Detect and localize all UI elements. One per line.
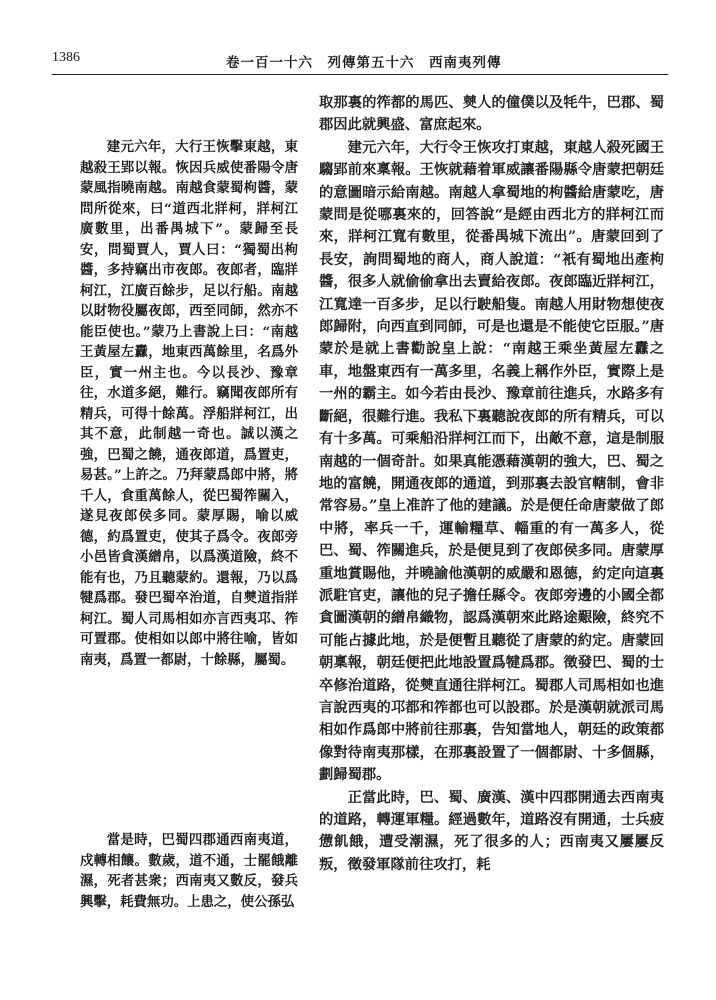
- right-paragraph-1: 取那裏的筰都的馬匹、僰人的僮僕以及牦牛，巴郡、蜀郡因此就興盛、富庶起來。: [319, 95, 664, 134]
- page-number: 1386: [52, 50, 80, 65]
- left-column-spacer: [80, 670, 298, 830]
- right-paragraph-2: 建元六年，大行令王恢攻打東越，東越人殺死國王騶郢前來稟報。王恢就藉着軍威讓番陽縣令唐蒙把朝廷的意圖暗示給南越。南越人拿蜀地的枸醬給唐蒙吃，唐蒙問是從哪裏來的，回答說“是經由西北方的牂柯江而來，牂柯江寬有數里，從番禺城下流出”。唐蒙回到了長安，詢問蜀地的商人，商人說道：“衹有蜀地出產枸醬，很多人就偷偷拿出去賣給夜郎。夜郎臨近牂柯江，江寬達一百多步，足以行駛船隻。南越人用財物想使夜郎歸附，向西直到同師，可是也還是不能使它臣服。”唐蒙於是就上書勸說皇上說：“南越王乘坐黃屋左纛之車，地盤東西有一萬多里，名義上稱作外臣，實際上是一州的霸主。如今若由長沙、豫章前往進兵，水路多有斷絕，很難行進。我私下裏聽說夜郎的所有精兵，可以有十多萬。可乘船沿牂柯江而下，出敵不意，這是制服南越的一個奇計。如果真能憑藉漢朝的強大，巴、蜀之地的富饒，開通夜郎的通道，到那裏去設官轄制，會非常容易。”皇上准許了他的建議。於是便任命唐蒙做了郎中將，率兵一千，運輸糧草、輜重的有一萬多人，從巴、蜀、筰關進兵，於是便見到了夜郎侯多同。唐蒙厚重地賞賜他，并曉諭他漢朝的威嚴和恩德，約定向這裏派駐官吏，讓他的兒子擔任縣令。夜郎旁邊的小國全都貪圖漢朝的繒帛織物，認爲漢朝來此路途艱險，終究不可能占據此地，於是便暫且聽從了唐蒙的約定。唐蒙回朝稟報，朝廷便把此地設置爲犍爲郡。徵發巴、蜀的士卒修治道路，從僰直通往牂柯江。蜀郡人司馬相如也進言說西夷的邛都和筰都也可以設郡。於是漢朝就派司馬相如作爲郎中將前往那裏，告知當地人，朝廷的政策都像對待南夷那樣，在那裏設置了一個都尉、十多個縣，劃歸蜀郡。: [319, 139, 664, 784]
- header-rule: [52, 74, 668, 75]
- left-column-original-text: [80, 137, 298, 912]
- left-paragraph-2: 當是時，巴蜀四郡通西南夷道，戍轉相饟。數歲，道不通，士罷餓離濕，死者甚衆；西南夷又數反，發兵興擊，耗費無功。上患之，使公孫弘: [80, 832, 298, 910]
- right-paragraph-3: 正當此時，巴、蜀、廣漢、漢中四郡開通去西南夷的道路，轉運軍糧。經過數年，道路沒有開通，士兵疲憊飢餓，遭受潮濕，死了很多的人；西南夷又屢屢反叛，徵發軍隊前往攻打，耗: [319, 789, 664, 873]
- running-header: 卷一百一十六 列傳第五十六 西南夷列傳: [226, 55, 502, 71]
- left-paragraph-1: 建元六年，大行王恢擊東越，東越殺王郢以報。恢因兵威使番陽令唐蒙風指曉南越。南越食蒙蜀枸醬，蒙問所從來，曰“道西北牂柯，牂柯江廣數里，出番禺城下”。蒙歸至長安，問蜀賈人，賈人曰：“獨蜀出枸醬，多持竊出市夜郎。夜郎者，臨牂柯江，江廣百餘步，足以行船。南越以財物役屬夜郎，西至同師，然亦不能臣使也。”蒙乃上書說上曰：“南越王黃屋左纛，地東西萬餘里，名爲外臣，實一州主也。今以長沙、豫章往，水道多絕，難行。竊聞夜郎所有精兵，可得十餘萬。浮船牂柯江，出其不意，此制越一奇也。誠以漢之強，巴蜀之饒，通夜郎道，爲置吏，易甚。”上許之。乃拜蒙爲郎中將，將千人，食重萬餘人，從巴蜀筰關入，遂見夜郎侯多同。蒙厚賜，喻以威德，約爲置吏，使其子爲令。夜郎旁小邑皆貪漢繒帛，以爲漢道險，終不能有也，乃且聽蒙約。還報，乃以爲犍爲郡。發巴蜀卒治道，自僰道指牂柯江。蜀人司馬相如亦言西夷邛、筰可置郡。使相如以郎中將往喻，皆如南夷，爲置一都尉，十餘縣，屬蜀。: [80, 139, 298, 668]
- right-column-translation: [319, 92, 664, 876]
